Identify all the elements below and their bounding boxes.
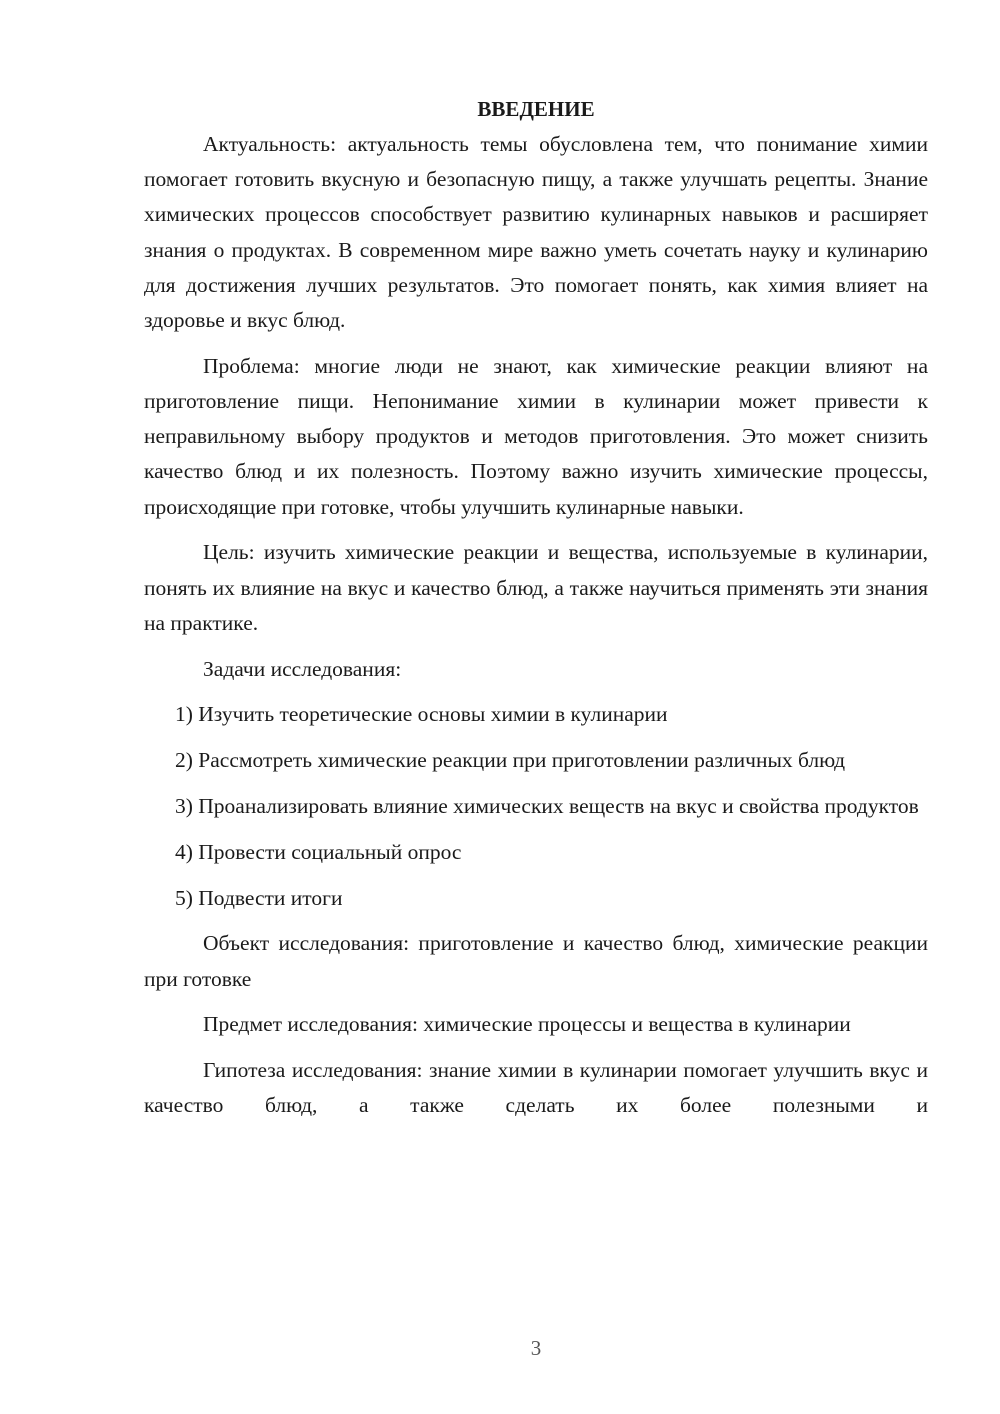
tasks-heading: Задачи исследования: bbox=[203, 656, 402, 681]
task-item: 1) Изучить теоретические основы химии в кулинарии bbox=[175, 702, 668, 727]
document-page bbox=[144, 92, 928, 1124]
task-item: 2) Рассмотреть химические реакции при приготовлении различных блюд bbox=[175, 748, 846, 773]
task-item: 5) Подвести итоги bbox=[175, 885, 343, 910]
section-title: ВВЕДЕНИЕ bbox=[477, 97, 595, 121]
object-paragraph: Объект исследования: приготовление и качество блюд, химические реакции при готовке bbox=[144, 931, 928, 991]
hypothesis-paragraph: Гипотеза исследования: знание химии в кулинарии помогает улучшить вкус и качество блюд, а также сделать их более полезными и bbox=[144, 1058, 928, 1118]
page-number: 3 bbox=[530, 1336, 542, 1360]
task-item: 4) Провести социальный опрос bbox=[175, 839, 462, 864]
task-item: 3) Проанализировать влияние химических веществ на вкус и свойства продуктов bbox=[175, 794, 919, 819]
goal-paragraph: Цель: изучить химические реакции и вещества, используемые в кулинарии, понять их влияние на вкус и качество блюд, а также научиться применять эти знания на практике. bbox=[144, 540, 928, 635]
subject-paragraph: Предмет исследования: химические процессы и вещества в кулинарии bbox=[203, 1012, 851, 1037]
relevance-paragraph: Актуальность: актуальность темы обусловлена тем, что понимание химии помогает готовить вкусную и безопасную пищу, а также улучшать рецепты. Знание химических процессов способствует развитию кулинарных навыков и расширяет знания о продуктах. В современном мире важно уметь сочетать науку и кулинарию для достижения лучших результатов. Это помогает понять, как химия влияет на здоровье и вкус блюд. bbox=[144, 132, 928, 333]
problem-paragraph: Проблема: многие люди не знают, как химические реакции влияют на приготовление пищи. Непонимание химии в кулинарии может привести к неправильному выбору продуктов и методов приготовления. Это может снизить качество блюд и их полезность. Поэтому важно изучить химические процессы, происходящие при готовке, чтобы улучшить кулинарные навыки. bbox=[144, 353, 928, 519]
